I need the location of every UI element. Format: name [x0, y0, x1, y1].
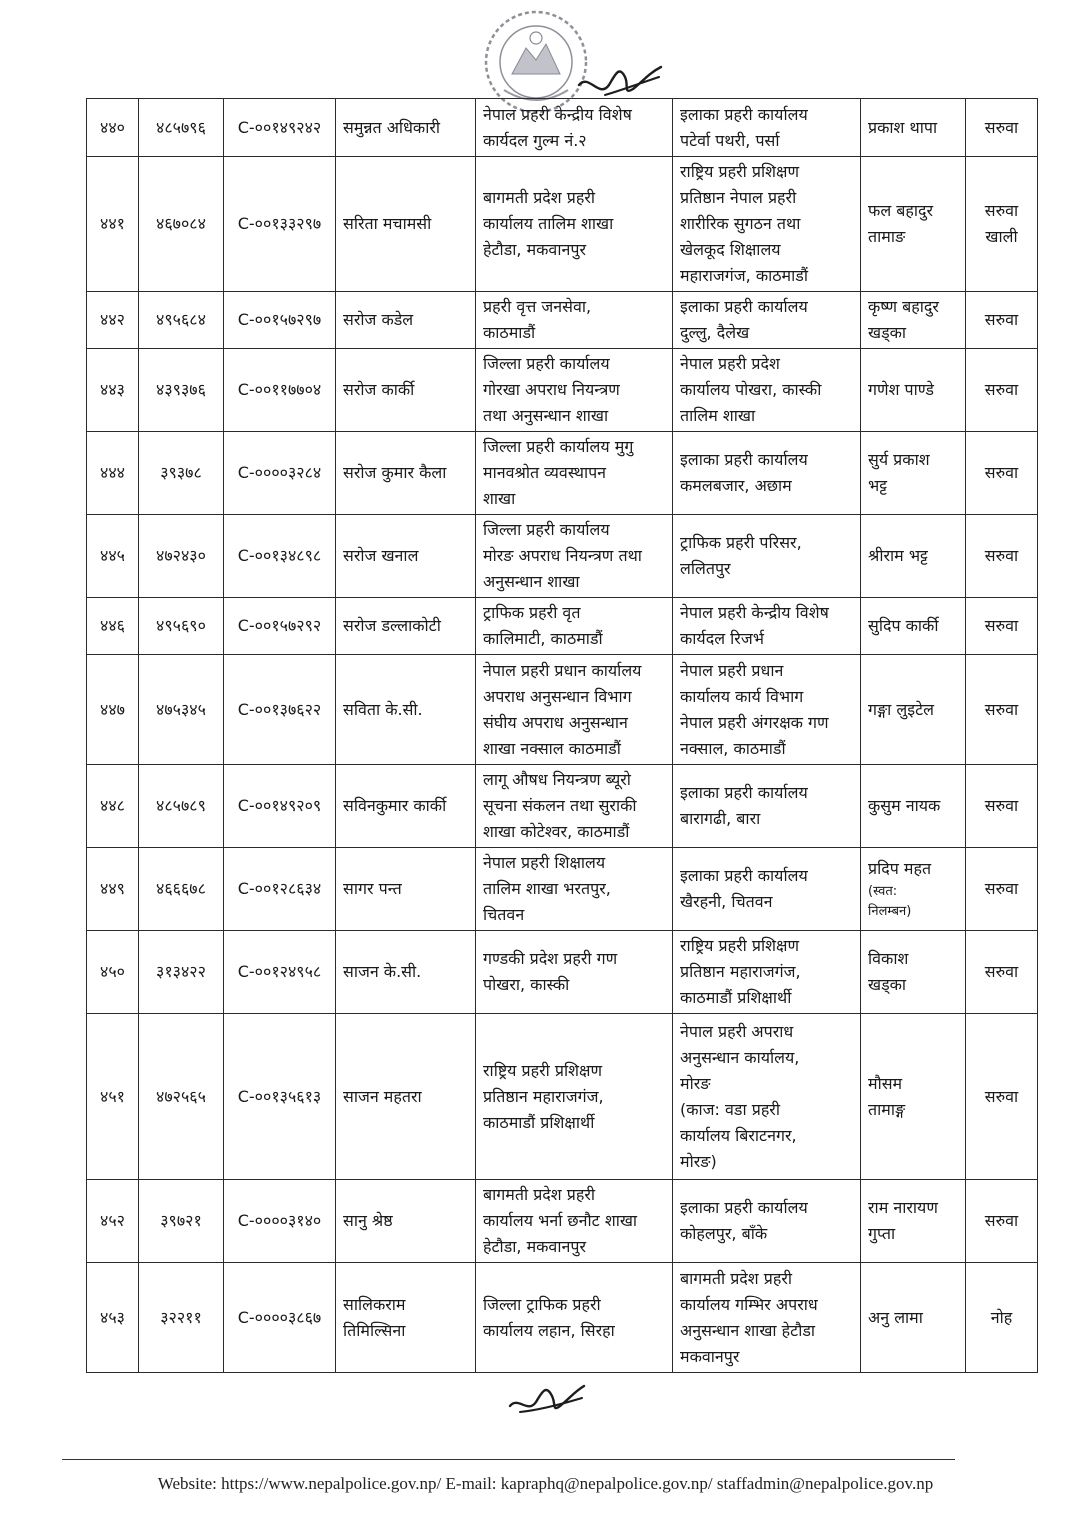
serial-number-cell: ४४२ [87, 292, 139, 349]
cell-line: कार्यालय कार्य विभाग [680, 686, 804, 706]
footer-divider [62, 1459, 955, 1460]
table-row [87, 292, 1038, 349]
cell-line: विकाश [868, 949, 909, 968]
new-office-cell [673, 1014, 861, 1180]
code-cell: C-००००३२८४ [224, 432, 336, 515]
police-number-cell: ३९३७८ [139, 432, 224, 515]
cell-line: नेपाल प्रहरी प्रधान कार्यालय [483, 660, 642, 680]
cell-line: बागमती प्रदेश प्रहरी [483, 188, 596, 207]
cell-line: ललितपुर [680, 559, 731, 578]
cell-line: नोह [990, 1307, 1013, 1327]
police-number-cell: ४७२५६५ [139, 1014, 224, 1180]
cell-line: सरुवा [984, 380, 1019, 399]
police-number-cell: ४९५६९० [139, 598, 224, 655]
replacement-cell [861, 1014, 966, 1180]
name-cell: साजन महतरा [336, 1014, 476, 1180]
table-row [87, 655, 1038, 765]
current-office-cell [476, 1014, 673, 1180]
table-row [87, 157, 1038, 292]
name-cell: सरोज कुमार कैला [336, 432, 476, 515]
serial-number-cell: ४५३ [87, 1263, 139, 1373]
cell-line: पटेर्वा पथरी, पर्सा [680, 130, 780, 150]
cell-line: गणेश पाण्डे [868, 380, 934, 399]
police-number-cell: ४७२४३० [139, 515, 224, 598]
cell-line: अनुसन्धान कार्यालय, [680, 1047, 800, 1067]
table-row [87, 515, 1038, 598]
cell-line: कालिमाटी, काठमाडौं [483, 629, 603, 648]
decision-cell [966, 1014, 1038, 1180]
name-cell: सविनकुमार कार्की [336, 765, 476, 848]
replacement-cell [861, 765, 966, 848]
name-cell: सरोज कार्की [336, 349, 476, 432]
new-office-cell [673, 157, 861, 292]
cell-line: सरुवा [984, 117, 1019, 137]
replacement-cell [861, 931, 966, 1014]
replacement-cell [861, 157, 966, 292]
cell-line: खैरहनी, चितवन [680, 892, 773, 911]
serial-number-cell: ४४० [87, 99, 139, 157]
police-number-cell: ४८५७९६ [139, 99, 224, 157]
current-office-cell [476, 292, 673, 349]
new-office-cell [673, 931, 861, 1014]
police-number-cell: ४९५६८४ [139, 292, 224, 349]
cell-line: फल बहादुर [868, 201, 934, 220]
cell-line: प्रतिष्ठान महाराजगंज, [483, 1086, 604, 1106]
replacement-cell [861, 349, 966, 432]
cell-line: कार्यदल रिजर्भ [680, 629, 764, 648]
table-row [87, 765, 1038, 848]
serial-number-cell: ४४५ [87, 515, 139, 598]
decision-cell [966, 1180, 1038, 1263]
table-row [87, 1263, 1038, 1373]
cell-line: इलाका प्रहरी कार्यालय [680, 450, 808, 469]
cell-line: इलाका प्रहरी कार्यालय [680, 866, 808, 885]
cell-line: खाली [985, 227, 1018, 246]
code-cell: C-००१५७२९२ [224, 598, 336, 655]
cell-line: इलाका प्रहरी कार्यालय [680, 783, 808, 802]
transfer-table [86, 98, 1038, 1373]
cell-line: सुदिप कार्की [868, 616, 939, 635]
cell-line: लागू औषध नियन्त्रण ब्यूरो [483, 770, 631, 789]
replacement-cell [861, 848, 966, 931]
cell-line: प्रदिप महत [868, 859, 932, 878]
cell-line: मोरङ [680, 1073, 711, 1093]
cell-line: संघीय अपराध अनुसन्धान [483, 712, 628, 732]
cell-line: खड्का [868, 323, 907, 342]
cell-line: सरुवा [984, 796, 1019, 815]
code-cell: C-००१४९२४२ [224, 99, 336, 157]
current-office-cell [476, 598, 673, 655]
cell-line: ट्राफिक प्रहरी वृत [483, 603, 581, 622]
cell-line: तामाङ [868, 227, 906, 246]
decision-cell [966, 99, 1038, 157]
cell-line: गोरखा अपराध नियन्त्रण [483, 380, 620, 399]
code-cell: C-००१३७६२२ [224, 655, 336, 765]
cell-line: काठमाडौं [483, 323, 536, 342]
serial-number-cell: ४४७ [87, 655, 139, 765]
table-row [87, 432, 1038, 515]
cell-line: सरुवा [984, 546, 1019, 565]
cell-line: कृष्ण बहादुर [868, 297, 939, 316]
cell-line: मौसम [868, 1073, 903, 1093]
cell-line: तालिम शाखा भरतपुर, [483, 879, 611, 898]
decision-cell [966, 931, 1038, 1014]
decision-cell [966, 515, 1038, 598]
cell-line: अपराध अनुसन्धान विभाग [483, 686, 632, 706]
replacement-cell [861, 292, 966, 349]
name-cell: समुन्नत अधिकारी [336, 99, 476, 157]
cell-line: सरुवा [984, 962, 1019, 981]
cell-line: शाखा [483, 489, 516, 508]
cell-line: हेटौडा, मकवानपुर [483, 240, 586, 259]
cell-line: गङ्गा लुइटेल [868, 699, 934, 719]
current-office-cell [476, 349, 673, 432]
cell-line: गुप्ता [868, 1224, 896, 1243]
name-cell: सालिकराम तिमिल्सिना [336, 1263, 476, 1373]
cell-line: नेपाल प्रहरी प्रदेश [680, 354, 780, 373]
cell-line: खड्का [868, 975, 907, 994]
current-office-cell [476, 1263, 673, 1373]
police-number-cell: ३९७२१ [139, 1180, 224, 1263]
new-office-cell [673, 349, 861, 432]
serial-number-cell: ४५० [87, 931, 139, 1014]
cell-line: गण्डकी प्रदेश प्रहरी गण [483, 949, 618, 968]
new-office-cell [673, 1180, 861, 1263]
cell-line: जिल्ला प्रहरी कार्यालय [483, 520, 610, 539]
current-office-cell [476, 931, 673, 1014]
decision-cell [966, 848, 1038, 931]
police-number-cell: ४७५३४५ [139, 655, 224, 765]
cell-line: सूचना संकलन तथा सुराकी [483, 796, 637, 815]
cell-line: सरुवा [984, 1211, 1019, 1230]
cell-line: बारागढी, बारा [680, 809, 761, 828]
cell-line: कार्यालय लहान, सिरहा [483, 1320, 615, 1340]
cell-line: कार्यालय पोखरा, कास्की [680, 380, 822, 399]
name-cell: सविता के.सी. [336, 655, 476, 765]
replacement-cell [861, 515, 966, 598]
cell-line: कुसुम नायक [868, 796, 941, 815]
replacement-cell [861, 1180, 966, 1263]
decision-cell [966, 1263, 1038, 1373]
name-cell: सरिता मचामसी [336, 157, 476, 292]
serial-number-cell: ४५२ [87, 1180, 139, 1263]
cell-line: तालिम शाखा [680, 406, 756, 425]
cell-line: निलम्बन) [868, 904, 912, 919]
cell-line: हेटौडा, मकवानपुर [483, 1237, 586, 1256]
cell-line: नेपाल प्रहरी अपराध [680, 1021, 794, 1041]
cell-line: नेपाल प्रहरी केन्द्रीय विशेष [680, 603, 829, 622]
cell-line: राष्ट्रिय प्रहरी प्रशिक्षण [680, 162, 800, 181]
code-cell: C-००११७७०४ [224, 349, 336, 432]
table-row [87, 848, 1038, 931]
serial-number-cell: ४४६ [87, 598, 139, 655]
new-office-cell [673, 515, 861, 598]
serial-number-cell: ४४३ [87, 349, 139, 432]
name-cell: सरोज कडेल [336, 292, 476, 349]
cell-line: काठमाडौं प्रशिक्षार्थी [483, 1112, 595, 1132]
new-office-cell [673, 292, 861, 349]
cell-line: अनुसन्धान शाखा [483, 572, 580, 591]
serial-number-cell: ४४८ [87, 765, 139, 848]
decision-cell [966, 349, 1038, 432]
decision-cell [966, 765, 1038, 848]
decision-cell [966, 292, 1038, 349]
cell-line: श्रीराम भट्ट [868, 546, 928, 565]
table-row [87, 349, 1038, 432]
table-row [87, 1180, 1038, 1263]
cell-line: राम नारायण [868, 1198, 938, 1217]
cell-line: बागमती प्रदेश प्रहरी [483, 1185, 596, 1204]
police-number-cell: ३१३४२२ [139, 931, 224, 1014]
cell-line: जिल्ला प्रहरी कार्यालय [483, 354, 610, 373]
police-number-cell: ४६७०८४ [139, 157, 224, 292]
name-cell: साजन के.सी. [336, 931, 476, 1014]
code-cell: C-००१४९२०९ [224, 765, 336, 848]
decision-cell [966, 598, 1038, 655]
cell-line: सुर्य प्रकाश [868, 450, 930, 469]
name-cell: सरोज खनाल [336, 515, 476, 598]
cell-line: शाखा नक्साल काठमाडौं [483, 738, 621, 758]
new-office-cell [673, 598, 861, 655]
cell-line: नेपाल प्रहरी शिक्षालय [483, 853, 606, 872]
new-office-cell [673, 655, 861, 765]
cell-line: जिल्ला ट्राफिक प्रहरी [483, 1294, 601, 1314]
cell-line: (स्वत: [868, 884, 898, 899]
cell-line: कार्यदल गुल्म नं.२ [483, 130, 587, 150]
serial-number-cell: ४४४ [87, 432, 139, 515]
cell-line: जिल्ला प्रहरी कार्यालय मुगु [483, 437, 634, 456]
new-office-cell [673, 1263, 861, 1373]
cell-line: कार्यालय तालिम शाखा [483, 214, 614, 233]
code-cell: C-००१३५६१३ [224, 1014, 336, 1180]
cell-line: अनु लामा [868, 1307, 923, 1327]
cell-line: दुल्लु, दैलेख [680, 323, 750, 342]
new-office-cell [673, 99, 861, 157]
new-office-cell [673, 848, 861, 931]
cell-line: मकवानपुर [680, 1346, 740, 1366]
cell-line: सरुवा [984, 310, 1019, 329]
serial-number-cell: ४४९ [87, 848, 139, 931]
cell-line: मानवश्रोत व्यवस्थापन [483, 463, 607, 482]
cell-line: इलाका प्रहरी कार्यालय [680, 104, 808, 124]
cell-line: काठमाडौं प्रशिक्षार्थी [680, 988, 792, 1007]
cell-line: शारीरिक सुगठन तथा [680, 214, 801, 233]
cell-line: मोरङ अपराध नियन्त्रण तथा [483, 546, 642, 565]
cell-line: बागमती प्रदेश प्रहरी [680, 1268, 793, 1288]
cell-line: तथा अनुसन्धान शाखा [483, 406, 609, 425]
cell-line: प्रतिष्ठान नेपाल प्रहरी [680, 188, 797, 207]
signature-icon [575, 55, 665, 103]
cell-line: सरुवा [984, 879, 1019, 898]
code-cell: C-००००३१४० [224, 1180, 336, 1263]
replacement-cell [861, 1263, 966, 1373]
cell-line: नेपाल प्रहरी अंगरक्षक गण [680, 712, 829, 732]
footer-contact: Website: https://www.nepalpolice.gov.np/ E-mail: kapraphq@nepalpolice.gov.np/ staffadmin@nepalpolice.gov.np [157, 1474, 934, 1493]
decision-cell [966, 432, 1038, 515]
cell-line: खेलकूद शिक्षालय [680, 240, 781, 259]
cell-line: अनुसन्धान शाखा हेटौडा [680, 1320, 816, 1340]
code-cell: C-००१५७२९७ [224, 292, 336, 349]
serial-number-cell: ४५१ [87, 1014, 139, 1180]
cell-line: (काज: वडा प्रहरी [680, 1099, 780, 1119]
name-cell: सरोज डल्लाकोटी [336, 598, 476, 655]
code-cell: C-००१३३२९७ [224, 157, 336, 292]
new-office-cell [673, 432, 861, 515]
cell-line: इलाका प्रहरी कार्यालय [680, 297, 808, 316]
cell-line: पोखरा, कास्की [483, 975, 570, 994]
name-cell: सागर पन्त [336, 848, 476, 931]
police-number-cell: ४३९३७६ [139, 349, 224, 432]
cell-line: कार्यालय गम्भिर अपराध [680, 1294, 818, 1314]
cell-line: कार्यालय भर्ना छनौट शाखा [483, 1211, 638, 1230]
decision-cell [966, 157, 1038, 292]
current-office-cell [476, 432, 673, 515]
police-number-cell: ४६६६७८ [139, 848, 224, 931]
cell-line: नेपाल प्रहरी प्रधान [680, 660, 784, 680]
cell-line: सरुवा [984, 201, 1019, 220]
current-office-cell [476, 515, 673, 598]
new-office-cell [673, 765, 861, 848]
cell-line: कार्यालय बिराटनगर, [680, 1125, 797, 1145]
cell-line: नेपाल प्रहरी केन्द्रीय विशेष [483, 104, 632, 124]
cell-line: शाखा कोटेश्वर, काठमाडौं [483, 822, 630, 841]
cell-line: कमलबजार, अछाम [680, 476, 792, 495]
current-office-cell [476, 765, 673, 848]
cell-line: प्रहरी वृत्त जनसेवा, [483, 297, 592, 316]
cell-line: मोरङ) [680, 1151, 717, 1171]
police-number-cell: ४८५७८९ [139, 765, 224, 848]
current-office-cell [476, 99, 673, 157]
cell-line: सरुवा [984, 1086, 1019, 1106]
suspension-note [868, 882, 958, 922]
replacement-cell [861, 432, 966, 515]
cell-line: ट्राफिक प्रहरी परिसर, [680, 533, 802, 552]
cell-line: चितवन [483, 905, 525, 924]
cell-line: भट्ट [868, 476, 888, 495]
cell-line: कोहलपुर, बाँके [680, 1224, 768, 1243]
table-row [87, 598, 1038, 655]
signature-icon [506, 1372, 588, 1418]
cell-line: महाराजगंज, काठमाडौं [680, 266, 808, 285]
cell-line: राष्ट्रिय प्रहरी प्रशिक्षण [680, 936, 800, 955]
code-cell: C-००१३४८९८ [224, 515, 336, 598]
code-cell: C-००१२४९५८ [224, 931, 336, 1014]
police-number-cell: ३२२११ [139, 1263, 224, 1373]
cell-line: नक्साल, काठमाडौं [680, 738, 786, 758]
replacement-cell [861, 655, 966, 765]
cell-line: सरुवा [984, 699, 1019, 719]
current-office-cell [476, 848, 673, 931]
code-cell: C-००१२८६३४ [224, 848, 336, 931]
table-row [87, 1014, 1038, 1180]
name-cell: सानु श्रेष्ठ [336, 1180, 476, 1263]
table-row [87, 931, 1038, 1014]
cell-line: सरुवा [984, 463, 1019, 482]
current-office-cell [476, 1180, 673, 1263]
code-cell: C-००००३८६७ [224, 1263, 336, 1373]
cell-line: इलाका प्रहरी कार्यालय [680, 1198, 808, 1217]
cell-line: राष्ट्रिय प्रहरी प्रशिक्षण [483, 1060, 603, 1080]
replacement-cell [861, 598, 966, 655]
cell-line: प्रतिष्ठान महाराजगंज, [680, 962, 801, 981]
decision-cell [966, 655, 1038, 765]
cell-line: प्रकाश थापा [868, 117, 938, 137]
serial-number-cell: ४४१ [87, 157, 139, 292]
current-office-cell [476, 157, 673, 292]
cell-line: सरुवा [984, 616, 1019, 635]
current-office-cell [476, 655, 673, 765]
cell-line: तामाङ्ग [868, 1099, 906, 1119]
table-row [87, 99, 1038, 157]
replacement-cell [861, 99, 966, 157]
